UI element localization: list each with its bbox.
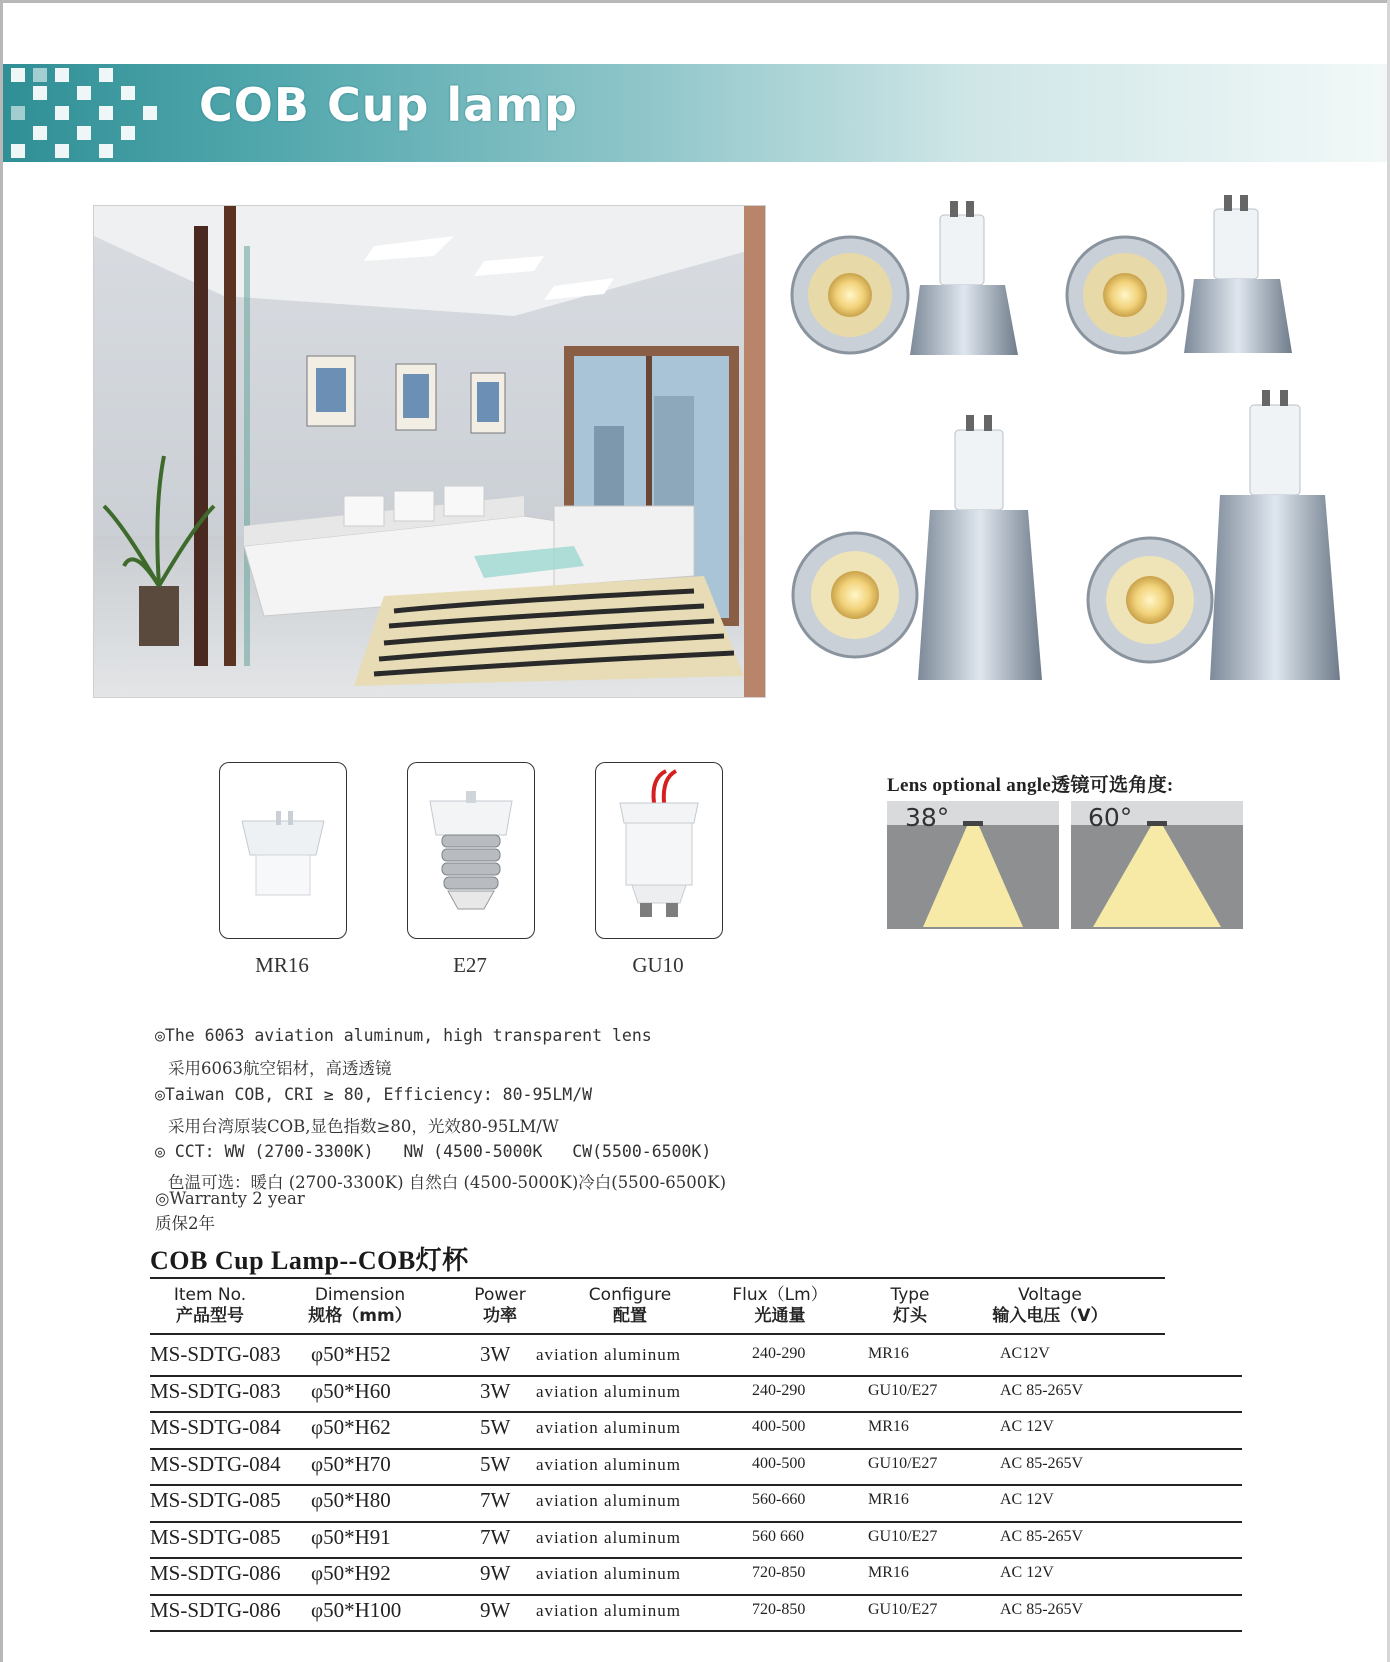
cell-item-no: MS-SDTG-083 [150,1342,281,1366]
table-rule [150,1630,1242,1632]
cell-power: 5W [480,1451,511,1476]
table-rule [150,1411,1242,1413]
base-card-mr16 [219,762,347,939]
header-type: Type 灯头 [890,1285,930,1326]
feature-line: ◎ CCT: WW (2700-3300K) NW (4500-5000K CW(5500-6500K) [155,1142,712,1161]
cell-item-no: MS-SDTG-086 [150,1597,281,1622]
cell-type: MR16 [868,1564,909,1581]
feature-line: 采用台湾原装COB,显色指数≥80，光效80-95LM/W [168,1117,559,1136]
cell-configure: aviation aluminum [536,1491,681,1510]
cell-configure: aviation aluminum [536,1454,681,1474]
cell-type: MR16 [868,1345,909,1362]
base-card-e27 [407,762,535,939]
cell-dimension: φ50*H62 [311,1415,391,1439]
cell-dimension: φ50*H100 [311,1597,402,1622]
cell-power: 5W [480,1415,511,1439]
cell-flux: 400-500 [752,1418,806,1435]
cell-item-no: MS-SDTG-084 [150,1451,281,1476]
feature-line: ◎Taiwan COB, CRI ≥ 80, Efficiency: 80-95LM/W [155,1085,593,1104]
cell-flux: 720-850 [752,1564,806,1581]
cell-flux: 240-290 [752,1381,806,1399]
table-rule [150,1448,1242,1450]
cell-type: GU10/E27 [868,1600,938,1618]
cell-flux: 720-850 [752,1600,806,1618]
cell-dimension: φ50*H52 [311,1342,391,1366]
cell-type: MR16 [868,1418,909,1435]
base-card-gu10 [595,762,723,939]
cell-voltage: AC 85-265V [1000,1600,1084,1618]
table-rule [150,1277,1165,1279]
cell-dimension: φ50*H60 [311,1378,391,1403]
table-title: COB Cup Lamp--COB灯杯 [150,1246,469,1275]
base-label-mr16: MR16 [255,953,309,977]
table-rule [150,1594,1242,1596]
header-dimension: Dimension 规格（mm） [308,1285,412,1326]
cell-configure: aviation aluminum [536,1381,681,1401]
cell-type: GU10/E27 [868,1381,938,1399]
cell-voltage: AC12V [1000,1345,1050,1362]
cell-item-no: MS-SDTG-085 [150,1524,281,1549]
header-flux: Flux（Lm） 光通量 [732,1285,828,1326]
header-configure: Configure 配置 [588,1285,672,1326]
feature-line: 色温可选：暖白 (2700-3300K) 自然白 (4500-5000K)冷白(5500-6500K) [168,1173,727,1192]
header-item-no: Item No. 产品型号 [173,1285,247,1326]
e27-base-icon [408,763,534,938]
cob-cup-lamp-products-image [790,195,1350,700]
cell-power: 3W [480,1342,511,1366]
lens-angle-60: 60° [1088,803,1133,832]
table-rule [150,1521,1242,1523]
base-label-gu10: GU10 [632,953,684,977]
cell-dimension: φ50*H70 [311,1451,391,1476]
cell-item-no: MS-SDTG-085 [150,1488,281,1512]
cell-type: MR16 [868,1491,909,1508]
cell-dimension: φ50*H91 [311,1524,391,1549]
base-label-e27: E27 [453,953,487,977]
cell-power: 3W [480,1378,511,1403]
cell-configure: aviation aluminum [536,1345,681,1364]
cell-voltage: AC 85-265V [1000,1454,1084,1472]
feature-line: ◎The 6063 aviation aluminum, high transparent lens [155,1026,652,1045]
title-banner [3,64,1387,162]
table-rule [150,1557,1242,1559]
cell-flux: 400-500 [752,1454,806,1472]
cell-flux: 240-290 [752,1345,806,1362]
gu10-base-icon [596,763,722,938]
page-frame-top [0,0,1390,3]
feature-line: 质保2年 [155,1214,215,1233]
cell-power: 7W [480,1524,511,1549]
lens-title: Lens optional angle透镜可选角度: [887,775,1174,796]
cell-power: 9W [480,1597,511,1622]
cell-type: GU10/E27 [868,1454,938,1472]
chevron-pattern-icon [3,64,183,162]
cell-configure: aviation aluminum [536,1418,681,1437]
cell-voltage: AC 12V [1000,1418,1054,1435]
header-power: Power 功率 [474,1285,526,1326]
cell-item-no: MS-SDTG-084 [150,1415,281,1439]
cell-configure: aviation aluminum [536,1527,681,1547]
lens-angle-38: 38° [905,803,950,832]
cell-dimension: φ50*H80 [311,1488,391,1512]
cell-item-no: MS-SDTG-086 [150,1561,281,1585]
table-rule [150,1333,1165,1335]
cell-flux: 560-660 [752,1491,806,1508]
cell-configure: aviation aluminum [536,1600,681,1620]
cell-item-no: MS-SDTG-083 [150,1378,281,1403]
table-rule [150,1484,1242,1486]
cell-voltage: AC 85-265V [1000,1381,1084,1399]
feature-line: 采用6063航空铝材，高透透镜 [168,1059,392,1078]
lamp-1 [792,201,1018,355]
cell-type: GU10/E27 [868,1527,938,1545]
header-voltage: Voltage 输入电压（V） [992,1285,1108,1326]
cell-configure: aviation aluminum [536,1564,681,1583]
cell-dimension: φ50*H92 [311,1561,391,1585]
cell-voltage: AC 12V [1000,1491,1054,1508]
feature-line: ◎Warranty 2 year [155,1189,305,1208]
cell-voltage: AC 85-265V [1000,1527,1084,1545]
living-room-photo [93,205,766,698]
mr16-base-icon [220,763,346,938]
cell-power: 9W [480,1561,511,1585]
page-title: COB Cup lamp [199,78,579,132]
cell-power: 7W [480,1488,511,1512]
cell-flux: 560 660 [752,1527,804,1545]
page-frame-left [0,0,3,1662]
table-rule [150,1375,1242,1377]
cell-voltage: AC 12V [1000,1564,1054,1581]
